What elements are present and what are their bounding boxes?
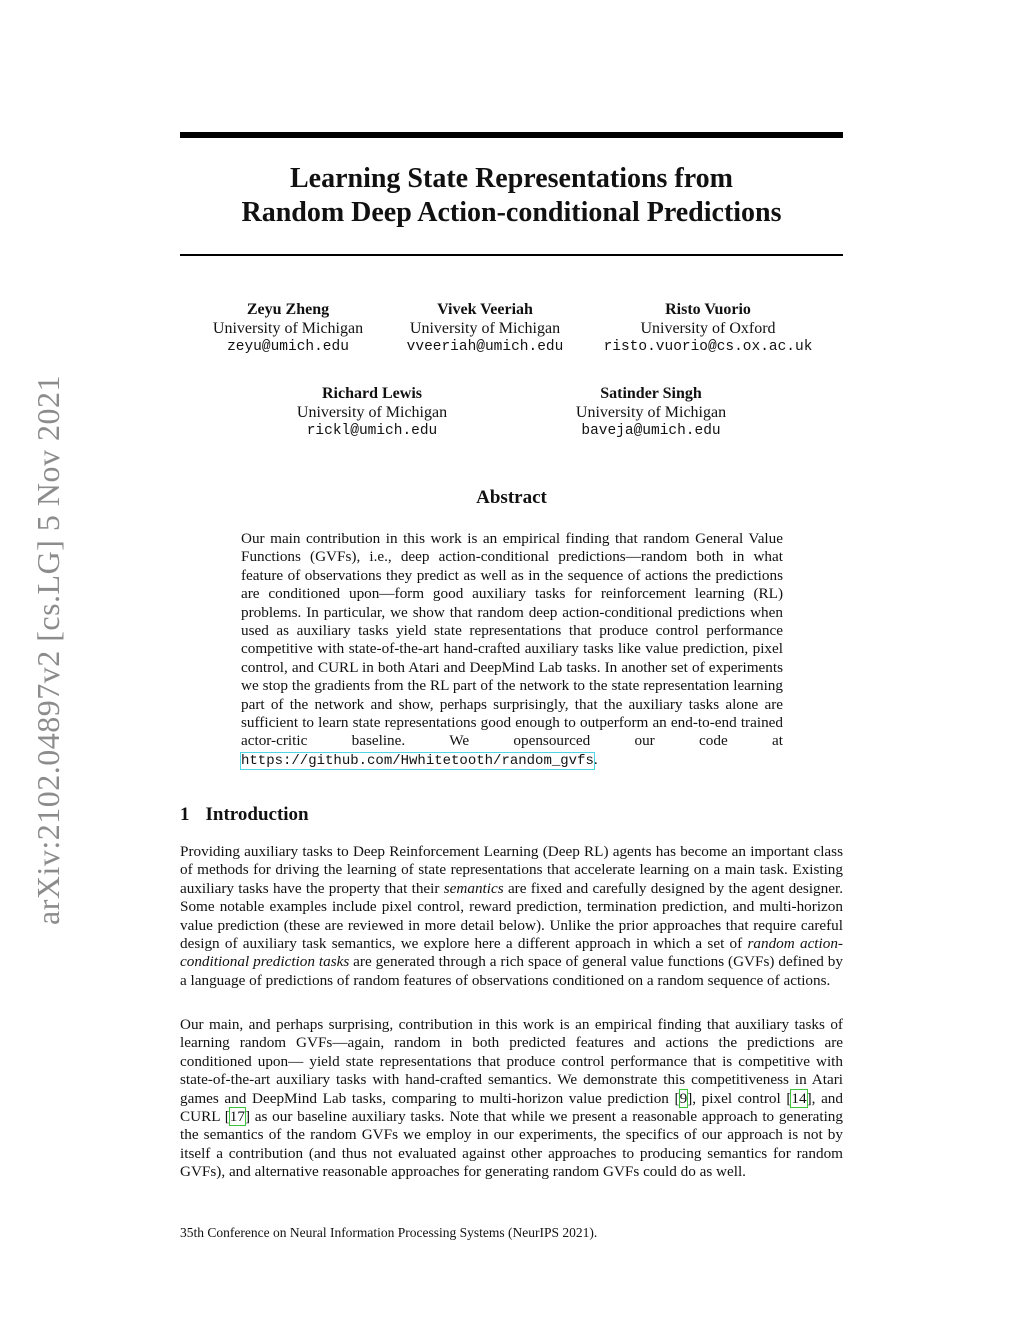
code-repository-link[interactable]: https://github.com/Hwhitetooth/random_gvfs bbox=[241, 752, 594, 769]
abstract-heading: Abstract bbox=[476, 487, 547, 508]
author-affiliation: University of Michigan bbox=[296, 403, 448, 421]
section-heading-introduction bbox=[180, 804, 309, 826]
author-affiliation: University of Michigan bbox=[409, 319, 561, 337]
title-bottom-rule bbox=[180, 254, 843, 256]
paragraph-text: ], and CURL [ bbox=[180, 1089, 843, 1126]
paragraph-text: are generated through a rich space of general value functions (GVFs) defined by a language of predictions of random features of observations conditioned on a random sequence of actions. bbox=[180, 953, 843, 989]
author-affiliation: University of Oxford bbox=[640, 319, 776, 337]
title-line-2: Random Deep Action-conditional Predictions bbox=[241, 197, 782, 228]
arxiv-identifier-stamp: arXiv:2102.04897v2 [cs.LG] 5 Nov 2021 bbox=[30, 375, 66, 925]
abstract-tail: . bbox=[593, 750, 598, 768]
author-name: Vivek Veeriah bbox=[437, 301, 533, 318]
paragraph-text: ] as our baseline auxiliary tasks. Note that while we present a reasonable approach to generating the semantics of the random GVFs we employ in our experiments, the specifics of our approach is not by itself a contribution (and thus not evaluated against other approaches to producing semantics for random GVFs), and alternative reasonable approaches for generating random GVFs could do as well. bbox=[180, 1108, 843, 1181]
author-email[interactable]: zeyu@umich.edu bbox=[227, 339, 349, 355]
paragraph-text: Providing auxiliary tasks to Deep Reinforcement Learning (Deep RL) agents has become an important class of methods for driving the learning of state representations that accelerate learning on a main task. Existing auxiliary tasks have the property that their bbox=[180, 843, 843, 897]
author-email[interactable]: risto.vuorio@cs.ox.ac.uk bbox=[603, 339, 813, 355]
intro-paragraph-2 bbox=[180, 1016, 843, 1182]
author-block bbox=[242, 385, 502, 441]
author-email[interactable]: baveja@umich.edu bbox=[581, 423, 721, 439]
author-block bbox=[578, 301, 838, 357]
section-number: 1 bbox=[180, 804, 190, 825]
paper-title bbox=[180, 162, 843, 230]
abstract-body-text: Our main contribution in this work is an empirical finding that random General Value Functions (GVFs), i.e., deep action-conditional predictions—random both in what feature of observations they predict as well as in the sequence of actions the predictions are conditioned upon—form good auxiliary tasks for reinforcement learning (RL) problems. In particular, we show that random deep action-conditional predictions when used as auxiliary tasks yield state representations that produce control performance competitive with state-of-the-art hand-crafted auxiliary tasks like value prediction, pixel control, and CURL in both Atari and DeepMind Lab tasks. In another set of experiments we stop the gradients from the RL part of the network to the state representation learning part of the network and show, perhaps surprisingly, that the auxiliary tasks alone are sufficient to learn state representations good enough to outperform an end-to-end trained actor-critic baseline. We opensourced our code at bbox=[241, 530, 783, 750]
paragraph-text: are fixed and carefully designed by the agent designer. Some notable examples include pixel control, reward prediction, termination prediction, and multi-horizon value prediction (these are reviewed in more detail below). Unlike the prior approaches that require careful design of auxiliary task semantics, we explore here a different approach in which a set of bbox=[180, 879, 843, 953]
section-title: Introduction bbox=[205, 804, 309, 825]
emphasis-text: semantics bbox=[443, 879, 504, 897]
author-block bbox=[355, 301, 615, 357]
citation-link[interactable]: 14 bbox=[791, 1089, 807, 1107]
author-email[interactable]: rickl@umich.edu bbox=[306, 423, 438, 439]
author-name: Satinder Singh bbox=[600, 385, 702, 402]
title-line-1: Learning State Representations from bbox=[289, 163, 734, 194]
author-block bbox=[521, 385, 781, 441]
author-name: Richard Lewis bbox=[322, 385, 422, 402]
author-name: Zeyu Zheng bbox=[246, 301, 330, 318]
citation-link[interactable]: 9 bbox=[679, 1089, 688, 1107]
author-name: Risto Vuorio bbox=[665, 301, 751, 318]
abstract-text bbox=[241, 530, 783, 770]
intro-paragraph-1 bbox=[180, 843, 843, 990]
conference-footnote: 35th Conference on Neural Information Processing Systems (NeurIPS 2021). bbox=[180, 1225, 598, 1240]
citation-link[interactable]: 17 bbox=[229, 1108, 245, 1126]
title-top-rule bbox=[180, 132, 843, 138]
paragraph-text: ], pixel control [ bbox=[687, 1089, 792, 1107]
author-affiliation: University of Michigan bbox=[575, 403, 727, 421]
author-email[interactable]: vveeriah@umich.edu bbox=[406, 339, 564, 355]
paragraph-text: Our main, and perhaps surprising, contribution in this work is an empirical finding that auxiliary tasks of learning random GVFs—again, random in both predicted features and actions the predictions are conditioned upon— yield state representations that produce control performance that is competitive with state-of-the-art auxiliary tasks with hand-crafted semantics. We demonstrate this competitiveness in Atari games and DeepMind Lab tasks, comparing to multi-horizon value prediction [ bbox=[180, 1016, 843, 1107]
author-affiliation: University of Michigan bbox=[212, 319, 364, 337]
emphasis-text: random action-conditional prediction tasks bbox=[180, 935, 843, 971]
